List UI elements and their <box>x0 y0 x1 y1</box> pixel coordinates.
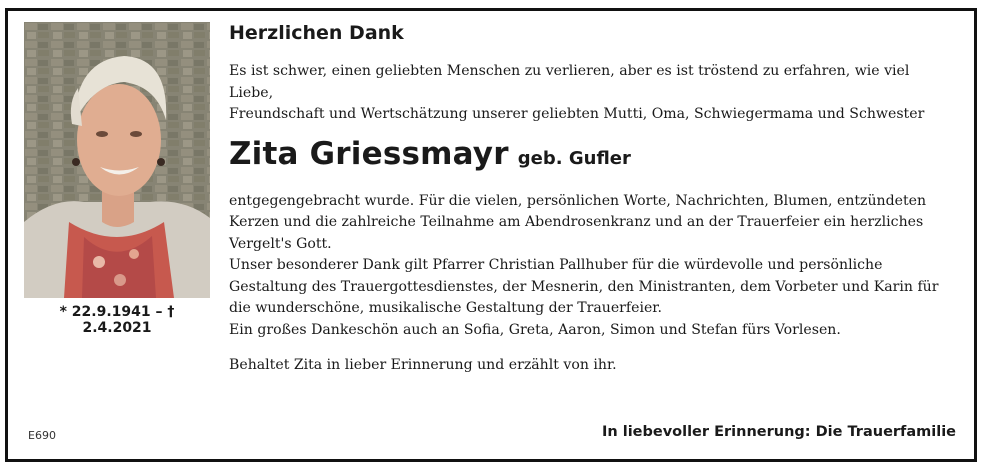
heading: Herzlichen Dank <box>229 22 404 44</box>
intro-line: Es ist schwer, einen geliebten Menschen zu verlieren, aber es ist tröstend zu erfahren, wie viel Liebe, <box>229 63 910 101</box>
body-line: Unser besonderer Dank gilt Pfarrer Christian Pallhuber für die würdevolle und persönliche <box>229 257 883 273</box>
closing-line: Behaltet Zita in lieber Erinnerung und erzählt von ihr. <box>229 357 617 373</box>
body-line: Ein großes Dankeschön auch an Sofia, Greta, Aaron, Simon und Stefan fürs Vorlesen. <box>229 321 841 338</box>
body-line: Kerzen und die zahlreiche Teilnahme am Abendrosenkranz und an der Trauerfeier ein herzliches <box>229 214 924 230</box>
deceased-name: Zita Griessmayr <box>229 135 509 172</box>
family-signature: In liebevoller Erinnerung: Die Trauerfamilie <box>601 424 956 440</box>
thanks-paragraph <box>229 191 957 342</box>
ad-code: E690 <box>28 429 56 442</box>
life-dates: * 22.9.1941 – † 2.4.2021 <box>59 304 175 336</box>
body-line: Vergelt's Gott. <box>229 235 332 252</box>
portrait-photo <box>24 22 210 298</box>
paragraph-spacer <box>229 341 957 355</box>
portrait-image <box>24 22 210 298</box>
maiden-name: geb. Gufler <box>517 147 631 169</box>
notice-content <box>229 20 957 377</box>
body-line: Gestaltung des Trauergottesdienstes, der Mesnerin, den Ministranten, dem Vorbeter und Karin für <box>229 278 939 295</box>
body-line: die wunderschöne, musikalische Gestaltung der Trauerfeier. <box>229 300 662 316</box>
body-line: entgegengebracht wurde. Für die vielen, persönlichen Worte, Nachrichten, Blumen, entzündeten <box>229 192 927 209</box>
intro-paragraph <box>229 61 957 126</box>
deceased-name-line <box>229 134 957 179</box>
intro-line: Freundschaft und Wertschätzung unserer geliebten Mutti, Oma, Schwiegermama und Schwester <box>229 106 925 122</box>
